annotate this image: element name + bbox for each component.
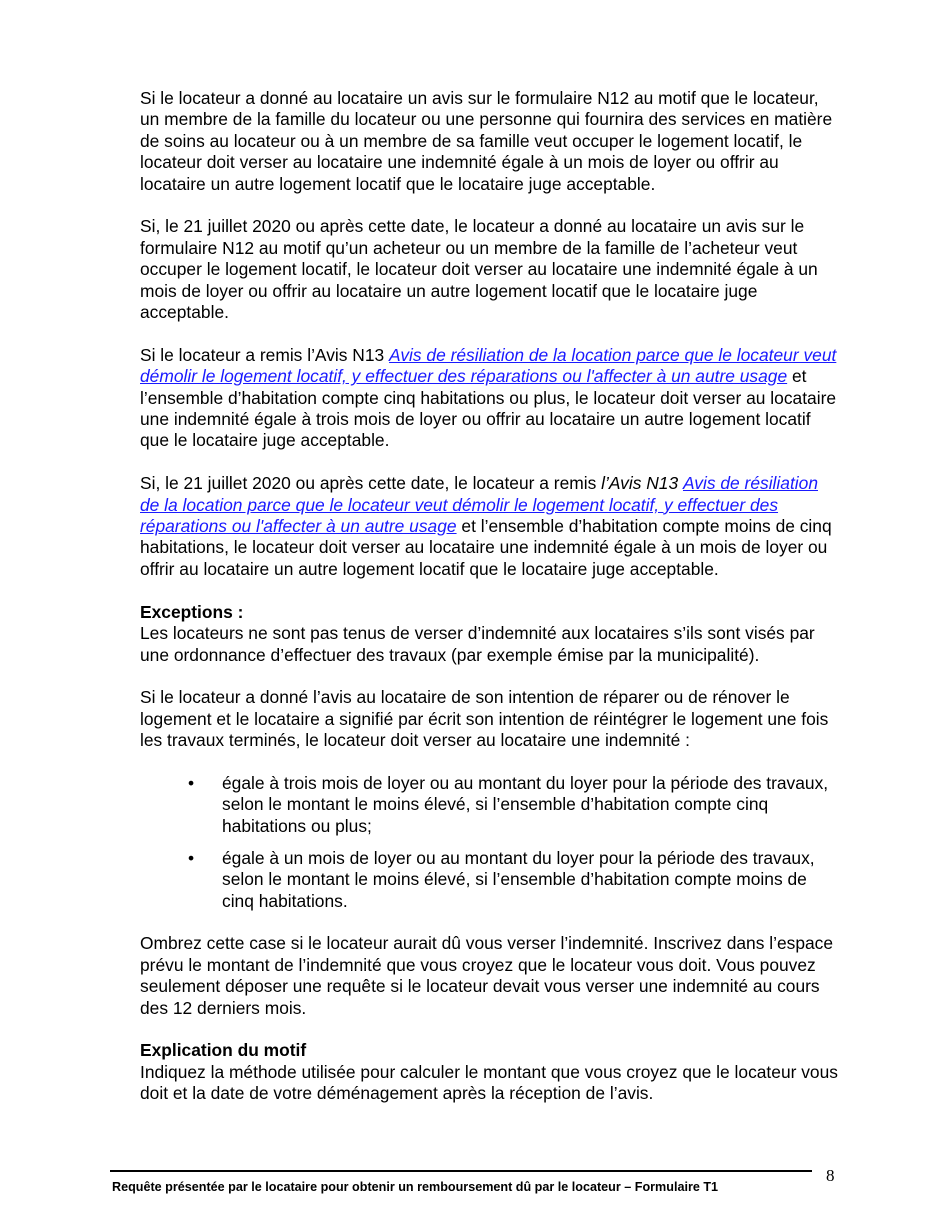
n13-italic-label: l’Avis N13 xyxy=(601,473,679,494)
bullet-icon: • xyxy=(188,772,195,793)
document-body xyxy=(140,88,840,1126)
explication-text: Indiquez la méthode utilisée pour calculer le montant que vous croyez que le locateur vous doit et la date de votre déménagement après la réception de l’avis. xyxy=(140,1061,838,1104)
list-item xyxy=(140,773,840,837)
paragraph-n12-family: Si le locateur a donné au locataire un avis sur le formulaire N12 au motif que le locateur, un membre de la famille du locateur ou une personne qui fournira des services en matière de soins au locateur ou à un membre de sa famille veut occuper le logement locatif, le locateur doit verser au locataire une indemnité égale à un mois de loyer ou offrir au locataire un autre logement locatif que le locataire juge acceptable. xyxy=(140,88,833,194)
explication-section xyxy=(140,1040,840,1104)
paragraph-shade-box: Ombrez cette case si le locateur aurait dû vous verser l’indemnité. Inscrivez dans l’espace prévu le montant de l’indemnité que vous croyez que le locateur vous doit. Vous pouvez seulement déposer une requête si le locateur devait vous verser une indemnité au cours des 12 derniers mois. xyxy=(140,933,834,1018)
n13-form-link[interactable]: Avis de résiliation de la location parce que le locateur veut démolir le logement locatif, y effectuer des réparations ou l'affecter à un autre usage xyxy=(140,473,818,537)
list-item-text: égale à trois mois de loyer ou au montant du loyer pour la période des travaux, selon le montant le moins élevé, si l’ensemble d’habitation compte cinq habitations ou plus; xyxy=(222,772,829,836)
footer-divider xyxy=(110,1170,812,1172)
footer-form-title: Requête présentée par le locataire pour obtenir un remboursement dû par le locateur – Formulaire T1 xyxy=(112,1180,719,1194)
exceptions-heading: Exceptions : xyxy=(140,601,244,622)
paragraph-n13-five-or-more xyxy=(140,345,840,452)
paragraph-n12-purchaser: Si, le 21 juillet 2020 ou après cette date, le locateur a donné au locataire un avis sur le formulaire N12 au motif qu’un acheteur ou un membre de la famille de l’acheteur veut occuper le logement locatif, le locateur doit verser au locataire une indemnité égale à un mois de loyer ou offrir au locataire un autre logement locatif que le locataire juge acceptable. xyxy=(140,216,818,323)
text-segment: Si le locateur a remis l’Avis N13 xyxy=(140,344,390,365)
explication-heading: Explication du motif xyxy=(140,1040,307,1061)
page-number: 8 xyxy=(826,1166,835,1185)
list-item xyxy=(140,848,840,912)
text-segment: et l’ensemble d’habitation compte cinq habitations ou plus, le locateur doit verser au locataire une indemnité égale à trois mois de loyer ou offrir au locataire un autre logement locatif que le locataire juge acceptable. xyxy=(140,366,837,451)
paragraph-repair-renovate: Si le locateur a donné l’avis au locataire de son intention de réparer ou de rénover le logement et le locataire a signifié par écrit son intention de réintégrer le logement une fois les travaux terminés, le locateur doit verser au locataire une indemnité : xyxy=(140,687,829,751)
exceptions-section xyxy=(140,602,840,666)
indemnity-bullet-list xyxy=(140,773,840,912)
text-segment: et l’ensemble d’habitation compte moins de cinq habitations, le locateur doit verser au locataire une indemnité égale à un mois de loyer ou offrir au locataire un autre logement locatif que le locataire juge acceptable. xyxy=(140,516,832,579)
text-segment: Si, le 21 juillet 2020 ou après cette date, le locateur a remis xyxy=(140,473,602,494)
bullet-icon: • xyxy=(188,847,195,868)
n13-form-link[interactable]: Avis de résiliation de la location parce que le locateur veut démolir le logement locatif, y effectuer des réparations ou l'affecter à un autre usage xyxy=(140,344,837,387)
list-item-text: égale à un mois de loyer ou au montant du loyer pour la période des travaux, selon le montant le moins élevé, si l’ensemble d’habitation compte moins de cinq habitations. xyxy=(222,847,815,911)
paragraph-n13-less-than-five xyxy=(140,473,840,580)
exceptions-text: Les locateurs ne sont pas tenus de verser d’indemnité aux locataires s’ils sont visés par une ordonnance d’effectuer des travaux (par exemple émise par la municipalité). xyxy=(140,623,815,665)
